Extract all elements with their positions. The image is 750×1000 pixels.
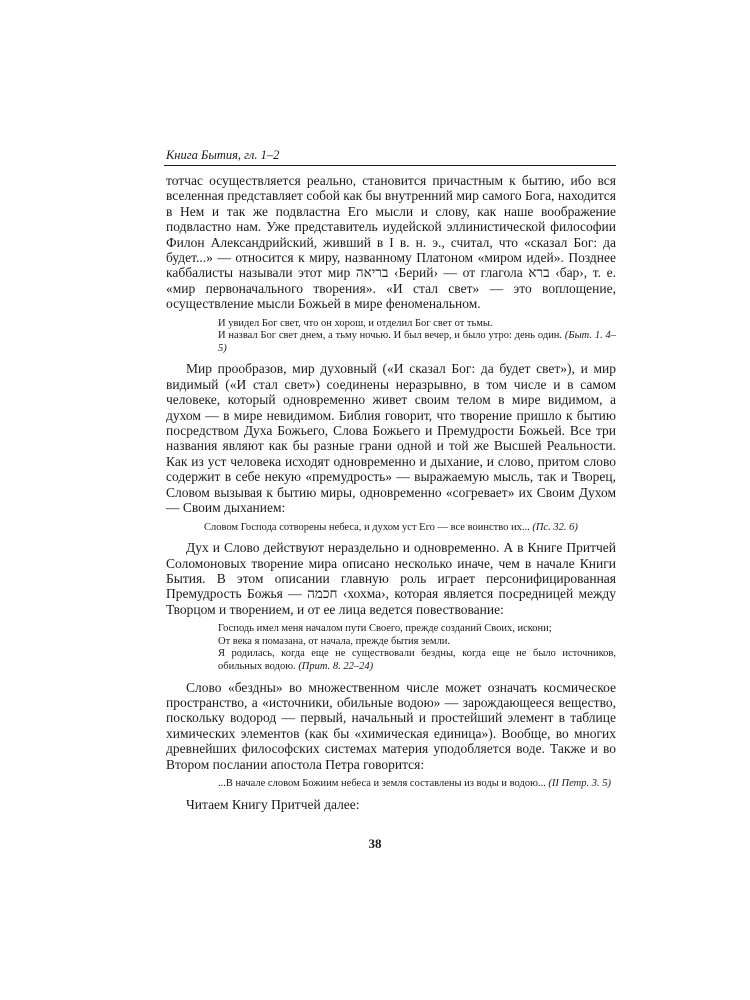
- quote-line: ...В начале словом Божиим небеса и земля составлены из воды и водою... (II Петр. 3. 5): [218, 777, 611, 789]
- block-quote: [218, 318, 616, 356]
- page-body: [166, 173, 616, 812]
- block-quote: [218, 623, 616, 673]
- quote-line: И увидел Бог свет, что он хорош, и отделил Бог свет от тьмы.: [218, 317, 493, 329]
- paragraph: Дух и Слово действуют нераздельно и одновременно. А в Книге Притчей Соломоновых творение мира описано несколько иначе, чем в начале Книги Бытия. В этом описании главную роль играет персонифицированная Премудрость Божья — חכמה ‹хохма›, которая является посредницей между Творцом и творением, и от ее лица ведется повествование:: [166, 540, 617, 617]
- paragraph: Читаем Книгу Притчей далее:: [186, 796, 360, 812]
- quote-reference: (II Петр. 3. 5): [548, 777, 611, 789]
- quote-reference: (Пс. 32. 6): [532, 521, 578, 533]
- paragraph: Слово «бездны» во множественном числе может означать космическое пространство, а «источники, обильные водою» — зарождающееся вещество, поскольку водород — первый, начальный и простейший элемент в таблице химических элементов (как бы «химическая единица»). Вообще, во многих древнейших философских системах материя уподобляется воде. Также и во Втором послании апостола Петра говорится:: [166, 679, 616, 772]
- paragraph: Мир прообразов, мир духовный («И сказал Бог: да будет свет»), и мир видимый («И стал свет») соединены неразрывно, в том числе и в самом человеке, который одновременно живет своим телом в мире видимом, а духом — в мире невидимом. Библия говорит, что творение пришло к бытию посредством Духа Божьего, Слова Божьего и Премудрости Божьей. Все три названия являют как бы разные грани одной и той же Высшей Реальности. Как из уст человека исходят одновременно и дыхание, и слово, притом слово содержит в себе некую «премудрость» — выражаемую мысль, так и Творец, Словом вызывая к бытию миры, одновременно «согревает» их Своим Духом — Своим дыханием:: [166, 361, 616, 516]
- header-rule: [164, 165, 616, 166]
- page-number: 38: [368, 836, 382, 851]
- quote-line: От века я помазана, от начала, прежде бытия земли.: [218, 635, 451, 647]
- quote-reference: (Прит. 8. 22–24): [298, 660, 374, 672]
- quote-reference: (Быт. 1. 4–5): [218, 330, 616, 354]
- running-header: Книга Бытия, гл. 1–2: [166, 148, 280, 162]
- block-quote: [218, 778, 616, 791]
- block-quote: [204, 522, 616, 535]
- quote-line: И назвал Бог свет днем, а тьму ночью. И был вечер, и было утро: день один. (Быт. 1. 4–5): [218, 330, 616, 354]
- paragraph: тотчас осуществляется реально, становится причастным к бытию, ибо вся вселенная представляет собой как бы внутренний мир самого Бога, находится в Нем и так же подвластна Его мысли и слову, как наше воображение подвластно нам. Уже представитель иудейской эллинистической философии Филон Александрийский, живший в I в. н. э., считал, что «сказал Бог: да будет...» — относится к миру, названному Платоном «миром идей». Позднее каббалисты называли этот мир בריאה ‹Берий› — от глагола ברא ‹бар›, т. е. «мир первоначального творения». «И стал свет» — это воплощение, осуществление мысли Божьей в мире феноменальном.: [166, 173, 616, 312]
- quote-line: Я родилась, когда еще не существовали бездны, когда еще не было источников, обильных водою. (Прит. 8. 22–24): [218, 648, 616, 672]
- quote-line: Господь имел меня началом пути Своего, прежде созданий Своих, искони;: [218, 623, 552, 635]
- quote-line: Словом Господа сотворены небеса, и духом уст Его — все воинство их... (Пс. 32. 6): [204, 521, 578, 533]
